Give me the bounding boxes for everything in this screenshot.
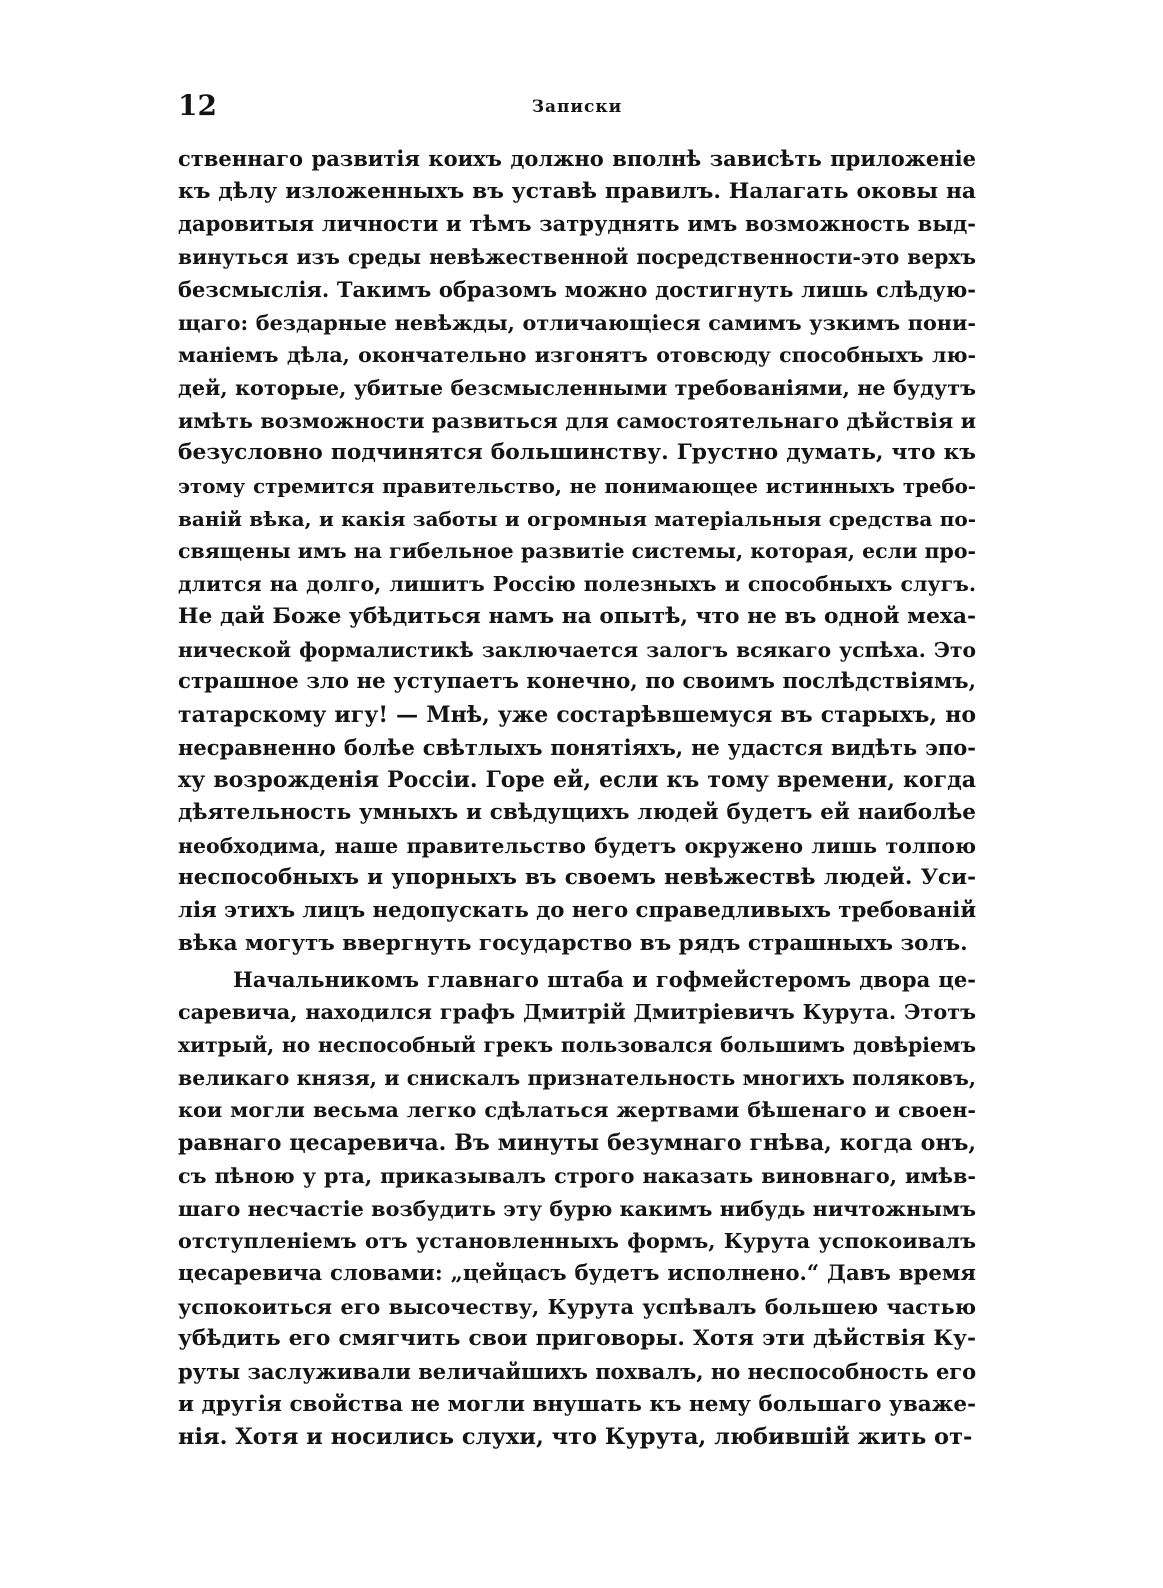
- text-line: нія. Хотя и носились слухи, что Курута, любившій жить от-: [178, 1424, 973, 1451]
- text-line: убѣдить его смягчить свои приговоры. Хотя эти дѣйствія Ку-: [178, 1326, 976, 1352]
- paragraph: [178, 964, 976, 1455]
- text-line: татарскому игу! — Мнѣ, уже состарѣвшемуся въ старыхъ, но: [178, 701, 976, 728]
- text-line: дѣятельность умныхъ и свѣдущихъ людей будетъ ей наиболѣе: [178, 800, 976, 826]
- text-line: щаго: бездарные невѣжды, отличающіеся самимъ узкимъ пони-: [178, 310, 976, 335]
- text-line: страшное зло не уступаетъ конечно, по своимъ послѣдствіямъ,: [178, 669, 976, 695]
- text-line: даровитыя личности и тѣмъ затруднять имъ возможность выд-: [178, 211, 976, 237]
- page-number: 12: [178, 89, 217, 122]
- text-line: великаго князя, и снискалъ признательность многихъ поляковъ,: [178, 1065, 976, 1090]
- text-line: шаго несчастіе возбудить эту бурю какимъ нибудь ничтожнымъ: [178, 1196, 976, 1221]
- paragraph: [178, 143, 976, 961]
- text-line: Не дай Боже убѣдиться намъ на опытѣ, что не въ одной меха-: [178, 603, 976, 629]
- text-line: лія этихъ лицъ недопускать до него справедливыхъ требованій: [178, 898, 977, 924]
- text-line: священы имъ на гибельное развитіе системы, которая, если про-: [178, 539, 976, 564]
- text-line: неспособныхъ и упорныхъ въ своемъ невѣжествѣ людей. Уси-: [178, 865, 976, 891]
- text-line: саревича, находился графъ Дмитрій Дмитріевичъ Курута. Этотъ: [178, 1000, 976, 1025]
- text-line: этому стремится правительство, не понимающее истинныхъ требо-: [178, 474, 976, 499]
- page-header: [178, 86, 976, 126]
- text-line: винуться изъ среды невѣжественной посредственности-это верхъ: [178, 245, 976, 270]
- text-line: необходима, наше правительство будетъ окружено лишь толпою: [178, 833, 976, 858]
- text-line: имѣть возможности развиться для самостоятельнаго дѣйствія и: [178, 408, 976, 433]
- running-head: Записки: [531, 97, 623, 117]
- text-line: маніемъ дѣла, окончательно изгонятъ отовсюду способныхъ лю-: [178, 343, 976, 368]
- text-line: къ дѣлу изложенныхъ въ уставѣ правилъ. Налагать оковы на: [178, 178, 976, 204]
- text-line: безусловно подчинятся большинству. Грустно думать, что къ: [178, 440, 976, 466]
- text-line: отступленіемъ отъ установленныхъ формъ, Курута успокоивалъ: [178, 1229, 976, 1254]
- text-line: цесаревича словами: „цейцасъ будетъ исполнено.“ Давъ время: [178, 1260, 976, 1286]
- text-line: Начальникомъ главнаго штаба и гофмейстеромъ двора це-: [233, 966, 976, 992]
- text-line: вѣка могутъ ввергнуть государство въ рядъ страшныхъ золъ.: [178, 930, 968, 956]
- text-line: равнаго цесаревича. Въ минуты безумнаго гнѣва, когда онъ,: [178, 1130, 976, 1157]
- text-line: ваній вѣка, и какія заботы и огромныя матеріальныя средства по-: [178, 506, 976, 531]
- body-text: [178, 143, 976, 1454]
- text-line: успокоиться его высочеству, Курута успѣвалъ большею частью: [178, 1294, 976, 1319]
- text-line: и другія свойства не могли внушать къ нему большаго уваже-: [178, 1391, 976, 1417]
- text-line: ственнаго развитія коихъ должно вполнѣ зависѣть приложеніе: [178, 146, 976, 171]
- text-line: нической формалистикѣ заключается залогъ всякаго успѣха. Это: [178, 637, 976, 662]
- text-line: съ пѣною у рта, приказывалъ строго наказать виновнаго, имѣв-: [178, 1163, 976, 1188]
- text-line: ху возрожденія Россіи. Горе ей, если къ тому времени, когда: [178, 767, 976, 794]
- text-line: хитрый, но неспособный грекъ пользовался большимъ довѣріемъ: [178, 1032, 976, 1057]
- text-line: дей, которые, убитые безсмысленными требованіями, не будутъ: [178, 375, 976, 400]
- text-line: кои могли весьма легко сдѣлаться жертвами бѣшенаго и своен-: [178, 1098, 976, 1123]
- text-line: несравненно болѣе свѣтлыхъ понятіяхъ, не удастся видѣть эпо-: [178, 734, 976, 760]
- text-line: руты заслуживали величайшихъ похвалъ, но неспособность его: [178, 1359, 977, 1385]
- text-line: безсмыслія. Такимъ образомъ можно достигнуть лишь слѣдую-: [178, 276, 976, 302]
- text-line: длится на долго, лишитъ Россію полезныхъ и способныхъ слугъ.: [178, 572, 976, 597]
